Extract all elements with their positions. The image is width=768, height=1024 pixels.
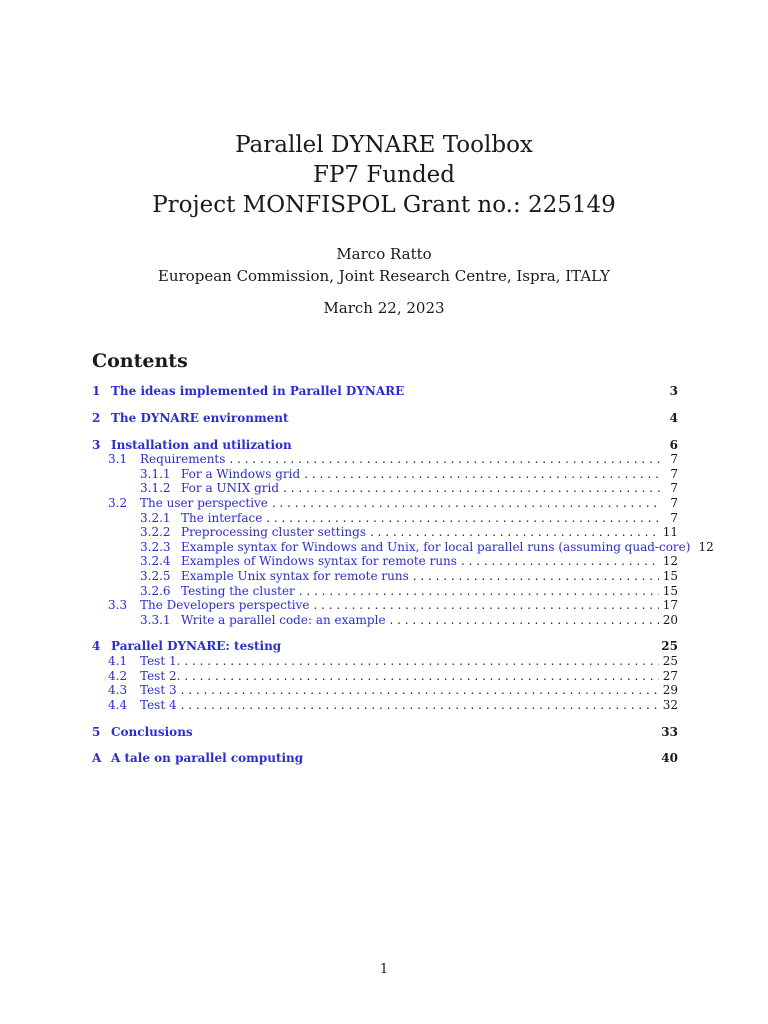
toc-entry-number: 1 (92, 384, 101, 398)
toc-entry-title-link[interactable]: Test 4 (140, 697, 177, 712)
toc-dot-leader (390, 613, 659, 628)
toc-entry-title-link[interactable]: Testing the cluster (181, 583, 295, 598)
toc-entry-page-number: 33 (661, 724, 678, 739)
toc-entry-page-number: 25 (661, 639, 678, 654)
toc-dot-leader (272, 496, 660, 511)
toc-entry-page-number: 32 (662, 697, 678, 712)
document-date: March 22, 2023 (323, 299, 445, 317)
toc-entry-title-link[interactable]: Example syntax for Windows and Unix, for local parallel runs (assuming quad-core) (181, 539, 691, 554)
toc-entry-page-number: 3 (669, 384, 678, 398)
toc-entry-number: 4.1 (108, 654, 128, 669)
toc-dot-leader (229, 452, 660, 467)
toc-entry-page-number: 6 (669, 437, 678, 452)
document-title-line-1: Parallel DYNARE Toolbox (235, 132, 533, 158)
toc-dot-leader (184, 654, 658, 669)
toc-entry-title-link[interactable]: Example Unix syntax for remote runs (181, 568, 409, 583)
toc-dot-leader (461, 554, 659, 569)
toc-entry-title-link[interactable]: For a UNIX grid (181, 481, 280, 496)
toc-entry-page-number: 12 (662, 554, 678, 569)
toc-entry-title-link[interactable]: Requirements (140, 452, 226, 467)
toc-entry-title-link[interactable]: Test 1. (140, 654, 181, 669)
toc-entry-3-1-2[interactable] (92, 481, 678, 496)
author-name: Marco Ratto (336, 245, 432, 263)
toc-entry-title-link[interactable]: For a Windows grid (181, 466, 301, 481)
toc-entry-3-3[interactable] (92, 598, 678, 613)
toc-entry-title-link[interactable]: The user perspective (140, 495, 268, 510)
toc-dot-leader (413, 569, 659, 584)
toc-entry-3-2-4[interactable] (92, 554, 678, 569)
toc-entry-number: 3.1.2 (140, 481, 171, 496)
toc-entry-5[interactable] (92, 725, 678, 740)
toc-entry-title-link[interactable]: Write a parallel code: an example (181, 612, 386, 627)
toc-entry-title-link[interactable]: The ideas implemented in Parallel DYNARE (111, 384, 405, 398)
toc-entry-number: 3 (92, 437, 101, 452)
author-affiliation: European Commission, Joint Research Centre, Ispra, ITALY (157, 267, 611, 285)
toc-entry-page-number: 7 (670, 495, 678, 510)
toc-entry-number: A (92, 751, 102, 766)
toc-entry-page-number: 12 (698, 539, 714, 554)
toc-entry-3-2-6[interactable] (92, 584, 678, 599)
toc-entry-3-2[interactable] (92, 496, 678, 511)
toc-dot-leader (266, 511, 660, 526)
toc-entry-number: 4.2 (108, 668, 128, 683)
toc-entry-4-4[interactable] (92, 698, 678, 713)
page-number: 1 (379, 962, 389, 977)
toc-entry-title-link[interactable]: Parallel DYNARE: testing (111, 639, 282, 654)
toc-dot-leader (181, 683, 659, 698)
toc-entry-number: 3.2.4 (140, 554, 171, 569)
toc-entry-number: 3.3.1 (140, 612, 171, 627)
document-title-line-3: Project MONFISPOL Grant no.: 225149 (152, 192, 616, 218)
toc-entry-number: 3.3 (108, 598, 128, 613)
toc-entry-number: 5 (92, 724, 101, 739)
contents-heading: Contents (92, 350, 188, 372)
title-block (0, 130, 768, 318)
toc-entry-number: 4.3 (108, 683, 128, 698)
toc-entry-4-2[interactable] (92, 669, 678, 684)
toc-entry-number: 4 (92, 639, 101, 654)
toc-entry-title-link[interactable]: The Developers perspective (140, 598, 310, 613)
toc-dot-leader (283, 481, 660, 496)
toc-dot-leader (299, 584, 659, 599)
toc-entry-3[interactable] (92, 438, 678, 453)
document-title-line-2: FP7 Funded (312, 162, 456, 188)
toc-entry-3-2-1[interactable] (92, 511, 678, 526)
toc-entry-title-link[interactable]: Examples of Windows syntax for remote runs (181, 554, 457, 569)
toc-entry-page-number: 7 (670, 481, 678, 496)
toc-entry-number: 2 (92, 410, 101, 425)
toc-entry-page-number: 15 (662, 583, 678, 598)
toc-entry-number: 3.2.1 (140, 510, 171, 525)
toc-entry-page-number: 7 (670, 452, 678, 467)
toc-entry-3-1-1[interactable] (92, 467, 678, 482)
toc-entry-3-3-1[interactable] (92, 613, 678, 628)
toc-entry-number: 3.2 (108, 495, 128, 510)
toc-entry-title-link[interactable]: Preprocessing cluster settings (181, 525, 366, 540)
toc-entry-number: 3.2.2 (140, 525, 171, 540)
toc-entry-page-number: 11 (662, 525, 678, 540)
toc-entry-page-number: 25 (662, 654, 678, 669)
toc-entry-3-1[interactable] (92, 452, 678, 467)
toc-entry-title-link[interactable]: Conclusions (111, 724, 193, 739)
toc-entry-number: 4.4 (108, 697, 128, 712)
toc-entry-A[interactable] (92, 751, 678, 766)
toc-entry-4-3[interactable] (92, 683, 678, 698)
toc-entry-title-link[interactable]: A tale on parallel computing (111, 751, 304, 766)
toc-entry-page-number: 20 (662, 612, 678, 627)
toc-entry-page-number: 17 (662, 598, 678, 613)
toc-dot-leader (370, 525, 659, 540)
toc-entry-page-number: 7 (670, 466, 678, 481)
toc-entry-number: 3.2.6 (140, 583, 171, 598)
toc-dot-leader (304, 467, 660, 482)
toc-entry-3-2-5[interactable] (92, 569, 678, 584)
toc-entry-4-1[interactable] (92, 654, 678, 669)
toc-entry-page-number: 4 (669, 410, 678, 425)
toc-entry-number: 3.2.3 (140, 539, 171, 554)
toc-entry-2[interactable] (92, 411, 678, 426)
toc-entry-title-link[interactable]: Test 2. (140, 668, 181, 683)
toc-entry-number: 3.2.5 (140, 568, 171, 583)
toc-dot-leader (314, 598, 659, 613)
toc-entry-page-number: 27 (662, 668, 678, 683)
toc-entry-3-2-3[interactable] (92, 539, 714, 555)
table-of-contents (92, 384, 714, 766)
toc-entry-1[interactable] (92, 384, 678, 399)
toc-dot-leader (181, 698, 659, 713)
toc-entry-title-link[interactable]: Installation and utilization (111, 437, 292, 452)
toc-entry-page-number: 40 (661, 751, 678, 766)
toc-entry-number: 3.1.1 (140, 466, 171, 481)
toc-entry-page-number: 15 (662, 568, 678, 583)
toc-dot-leader (184, 669, 658, 684)
toc-entry-page-number: 7 (670, 510, 678, 525)
toc-entry-title-link[interactable]: The DYNARE environment (111, 410, 289, 425)
toc-entry-4[interactable] (92, 639, 678, 654)
toc-entry-title-link[interactable]: Test 3 (140, 683, 177, 698)
toc-entry-number: 3.1 (108, 452, 128, 467)
toc-entry-page-number: 29 (662, 683, 678, 698)
toc-entry-3-2-2[interactable] (92, 525, 678, 540)
toc-entry-title-link[interactable]: The interface (181, 510, 263, 525)
